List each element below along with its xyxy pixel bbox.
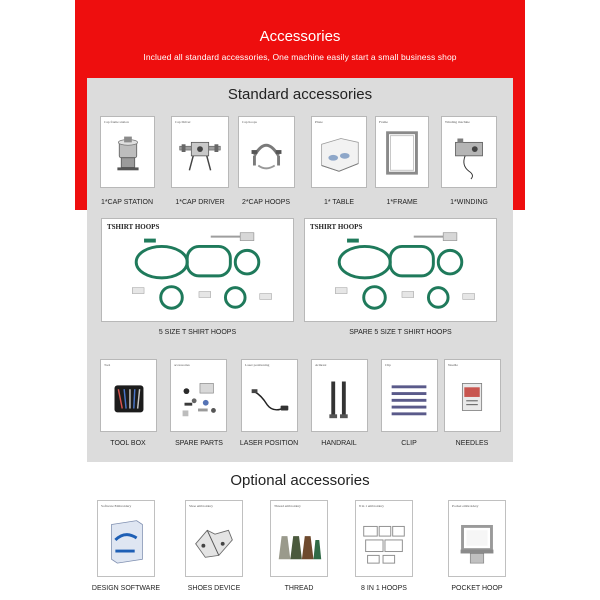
card-tag: Winding machine [445, 120, 470, 124]
spare-tshirt-hoops-card[interactable] [304, 218, 497, 322]
handrail-caption: HANDRAIL [321, 440, 357, 447]
thread-cones-icon [271, 501, 327, 576]
cap-driver-card[interactable] [171, 116, 229, 188]
thread-card[interactable] [270, 500, 328, 577]
needles-caption: NEEDLES [455, 440, 489, 447]
card-tag: Shoe embroidery [189, 504, 214, 508]
needles-icon [445, 360, 500, 431]
software-box-icon [98, 501, 154, 576]
thread-caption: THREAD [284, 585, 314, 592]
cap-driver-caption: 1*CAP DRIVER [175, 199, 225, 206]
winding-card[interactable] [441, 116, 497, 188]
clip-caption: CLIP [401, 440, 417, 447]
optional-accessories-title: Optional accessories [230, 472, 370, 489]
clip-card[interactable] [381, 359, 438, 432]
hoop-card-tag: TSHIRT HOOPS [107, 223, 160, 231]
card-tag: Software Embroidery [101, 504, 132, 508]
cap-hoops-card[interactable] [238, 116, 295, 188]
tshirt-hoops-icon [305, 219, 496, 321]
card-tag: Cap hoops [242, 120, 257, 124]
card-tag: Cap Driver [175, 120, 191, 124]
toolbox-card[interactable] [100, 359, 157, 432]
card-tag: Frame [379, 120, 388, 124]
card-tag: Laser positioning [245, 363, 270, 367]
hoop-card-tag: TSHIRT HOOPS [310, 223, 363, 231]
card-tag: Thread embroidery [274, 504, 301, 508]
frame-icon [376, 117, 428, 187]
spare-parts-card[interactable] [170, 359, 227, 432]
eight-in-one-hoops-caption: 8 IN 1 HOOPS [361, 585, 407, 592]
shoes-device-caption: SHOES DEVICE [187, 585, 241, 592]
laser-position-caption: LASER POSITION [239, 440, 299, 447]
page-title: Accessories [259, 28, 341, 45]
card-tag: Cap frame station [104, 120, 129, 124]
laser-icon [242, 360, 297, 431]
cap-hoop-icon [239, 117, 294, 187]
needles-card[interactable] [444, 359, 501, 432]
cap-driver-icon [172, 117, 228, 187]
pocket-hoop-icon [449, 501, 505, 576]
table-icon [312, 117, 366, 187]
tshirt-hoops-icon [102, 219, 293, 321]
design-software-caption: DESIGN SOFTWARE [91, 585, 161, 592]
frame-caption: 1*FRAME [386, 199, 418, 206]
cap-hoops-caption: 2*CAP HOOPS [241, 199, 291, 206]
card-tag: Tool [104, 363, 111, 367]
tshirt-hoops-card[interactable] [101, 218, 294, 322]
laser-position-card[interactable] [241, 359, 298, 432]
tshirt-hoops-caption: 5 SIZE T SHIRT HOOPS [158, 329, 237, 336]
winding-caption: 1*WINDING [450, 199, 488, 206]
table-card[interactable] [311, 116, 367, 188]
card-tag: Needle [448, 363, 458, 367]
standard-accessories-title: Standard accessories [227, 86, 373, 103]
eight-hoops-icon [356, 501, 412, 576]
card-tag: accessories [174, 363, 190, 367]
spare-parts-caption: SPARE PARTS [175, 440, 223, 447]
clip-icon [382, 360, 437, 431]
standard-accessories-panel [87, 78, 513, 462]
cap-station-card[interactable] [100, 116, 155, 188]
design-software-card[interactable] [97, 500, 155, 577]
shoe-device-icon [186, 501, 242, 576]
toolbox-icon [101, 360, 156, 431]
page-subtitle: Inclued all standard accessories, One machine easily start a small business shop [143, 52, 457, 62]
winder-icon [442, 117, 496, 187]
card-tag: Clip [385, 363, 392, 367]
shoes-device-card[interactable] [185, 500, 243, 577]
frame-card[interactable] [375, 116, 429, 188]
card-tag: 8 in 1 embroidery [359, 504, 384, 508]
spare-parts-icon [171, 360, 226, 431]
pocket-hoop-card[interactable] [448, 500, 506, 577]
eight-in-one-hoops-card[interactable] [355, 500, 413, 577]
spare-tshirt-hoops-caption: SPARE 5 SIZE T SHIRT HOOPS [349, 329, 452, 336]
pocket-hoop-caption: POCKET HOOP [451, 585, 503, 592]
cap-station-icon [101, 117, 154, 187]
accessories-sheet [75, 0, 525, 600]
toolbox-caption: TOOL BOX [110, 440, 146, 447]
cap-station-caption: 1*CAP STATION [100, 199, 154, 206]
card-tag: Pocket embroidery [452, 504, 479, 508]
table-caption: 1* TABLE [323, 199, 355, 206]
handrail-card[interactable] [311, 359, 368, 432]
card-tag: Plane [315, 120, 323, 124]
handrail-icon [312, 360, 367, 431]
card-tag: Armrest [315, 363, 327, 367]
